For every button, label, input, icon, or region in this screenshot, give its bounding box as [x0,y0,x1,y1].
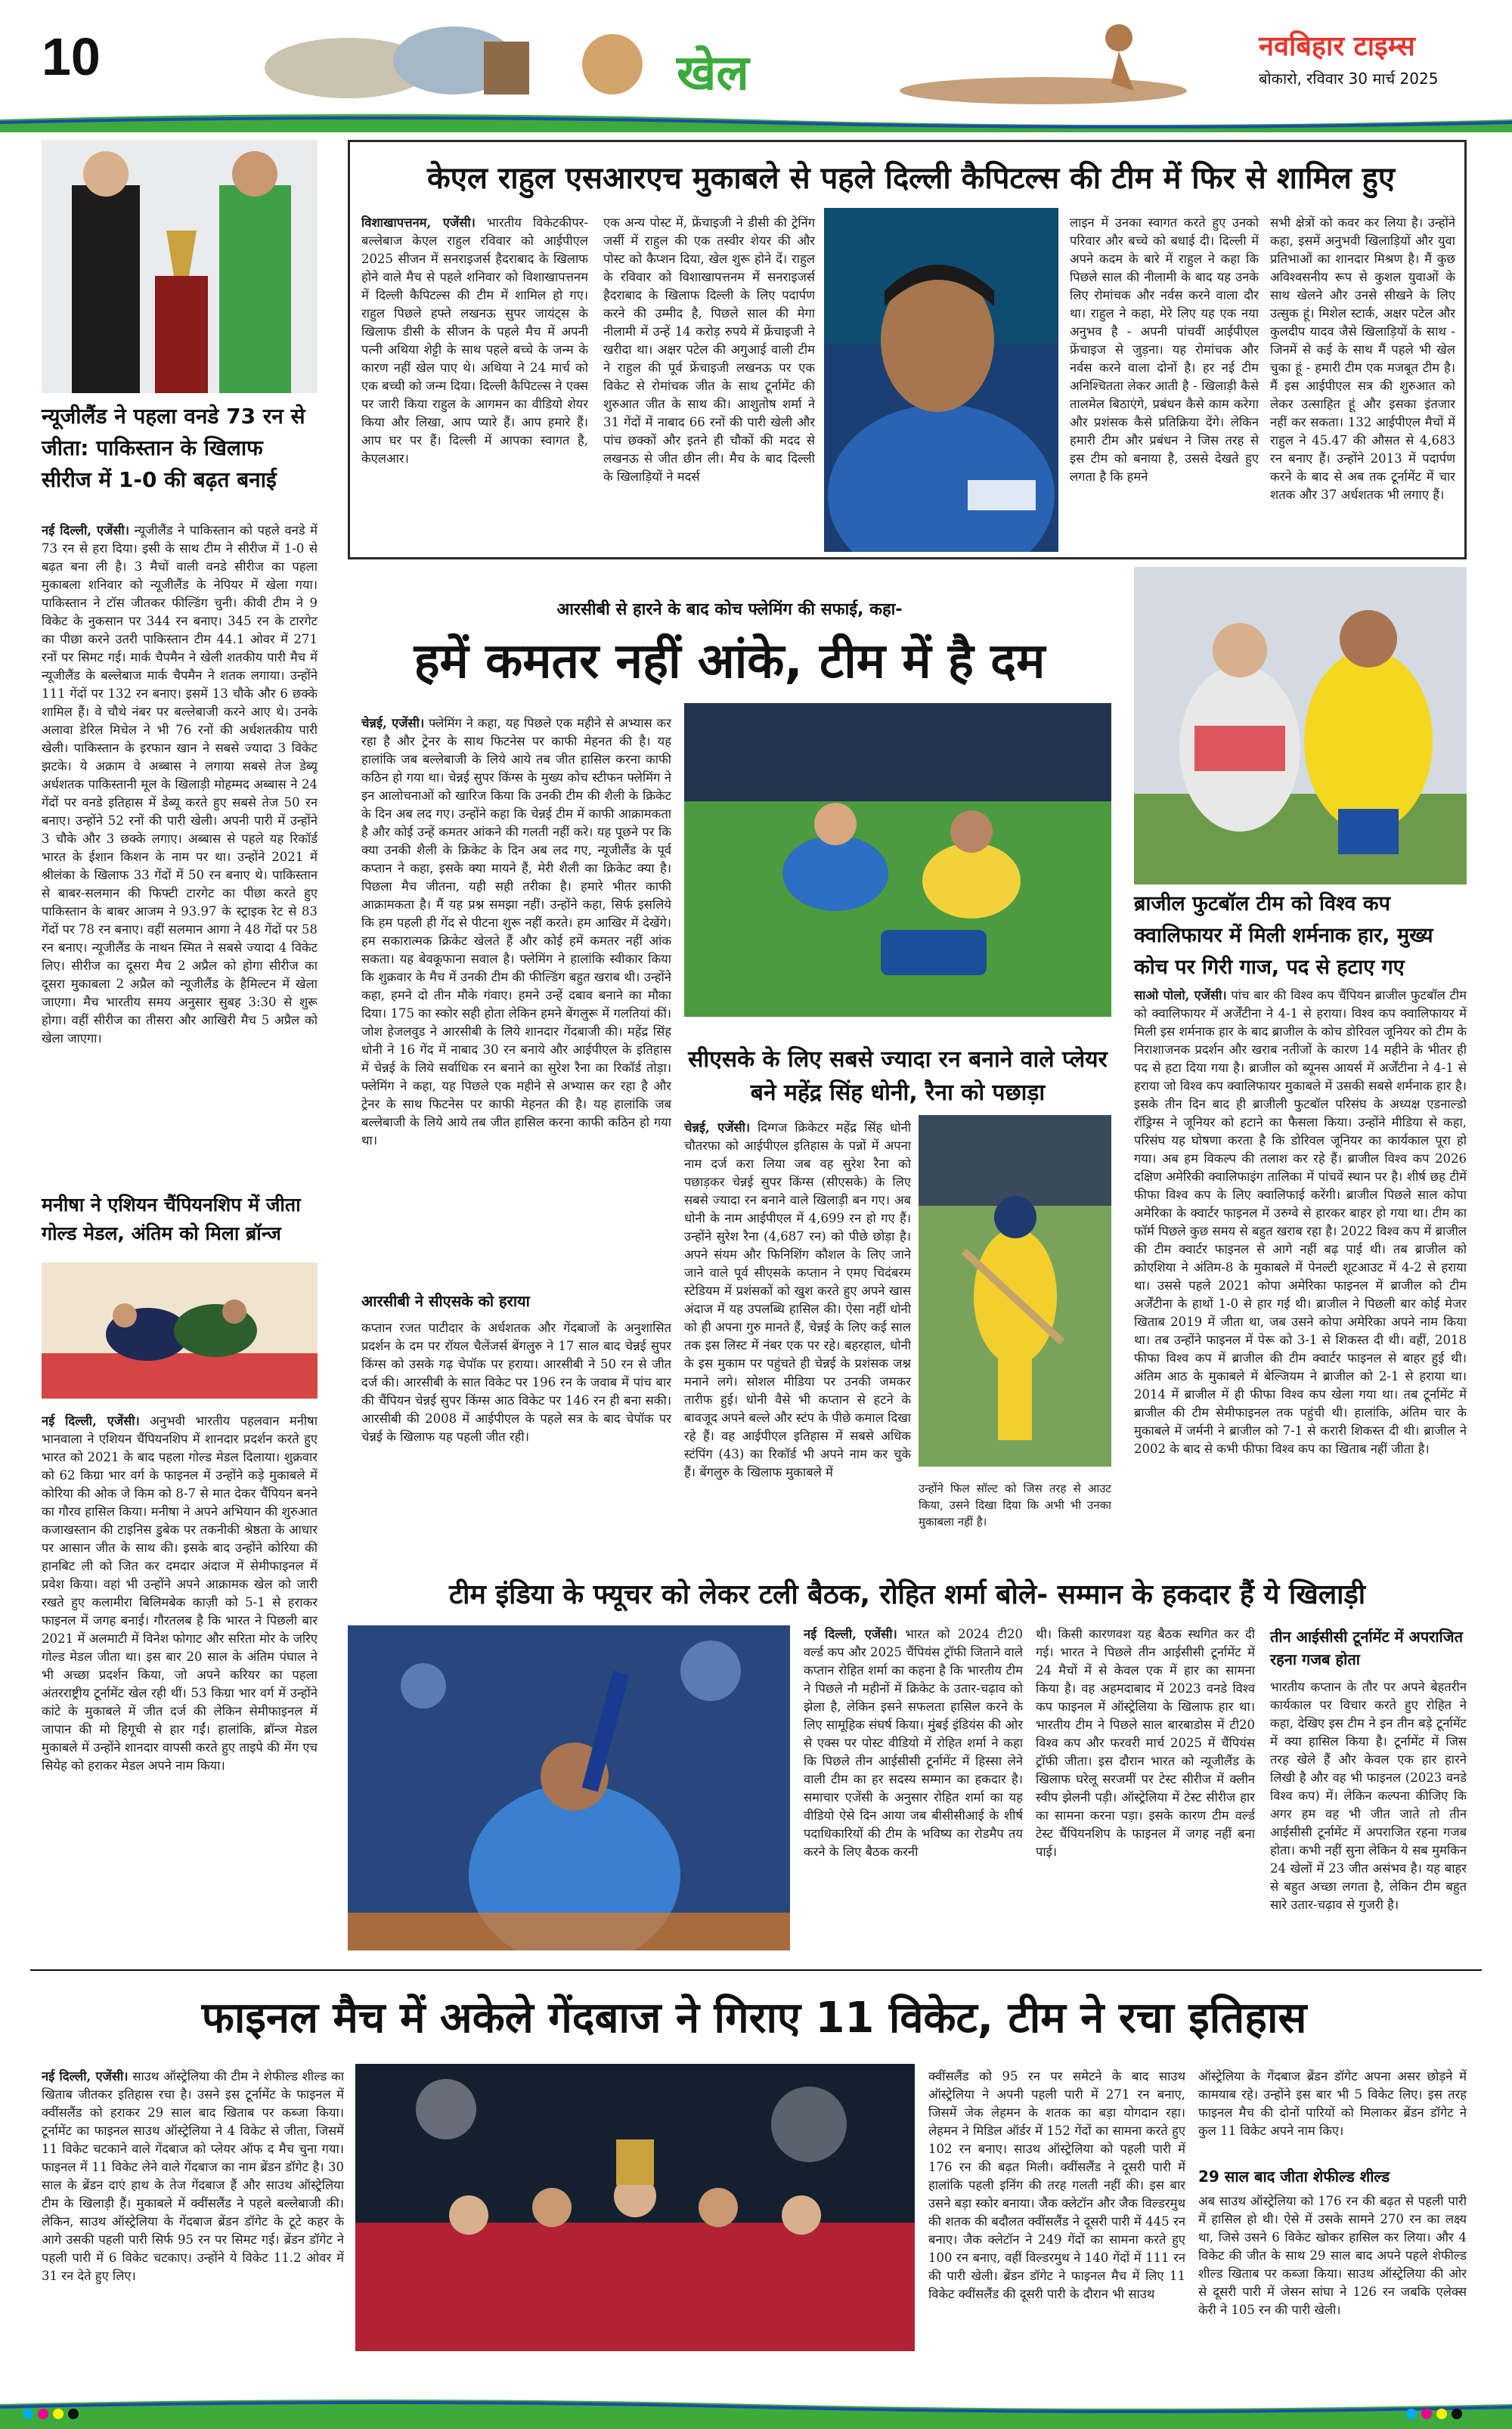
nz-body-text: न्यूजीलैंड ने पाकिस्तान को पहले वनडे में 73 रन से हरा दिया। इसी के साथ टीम ने सीरीज में 1-0 से बढ़त बना ली है। 3 मैचों वाली वनडे सीरीज का पहला मुकाबला शनिवार को न्यूजीलैंड के नेपियर में खेला गया। पाकिस्तान ने टॉस जीतकर फील्डिंग चुनी। कीवी टीम ने 9 विकेट के नुकसान पर 344 रन बनाए। 345 रन के टारगेट का पीछा करने उतरी पाकिस्तान टीम 44.1 ओवर में 271 रनों पर सिमट गई। मार्क चैपमैन ने खेली शतकीय पारी मैच में न्यूजीलैंड के बल्लेबाज मार्क चैपमैन ने शतक लगाया। उन्होंने 111 गेंदों पर 132 रन बनाए। इसमें 13 चौके और 6 छक्के शामिल हैं। वे चौथे नंबर पर बल्लेबाजी करने आए थे। उनके अलावा डेरिल मिचेल ने भी 76 रनों की अर्धशतकीय पारी खेली। पाकिस्तान के इरफान खान ने सबसे ज्यादा 3 विकेट झटके। ये अक्राम वे अब्बास ने लगाया सबसे तेज डेब्यू अर्धशतक पाकिस्तानी मूल के खिलाड़ी मोहम्मद अब्बास ने 24 गेंदों पर वनडे इतिहास में डेब्यू करते हुए सबसे तेज 50 रन बनाए। उन्होंने 52 रनों की पारी खेली। अपनी पारी में उन्होंने 3 चौके और 3 छक्के लगाए। अब्बास से पहले यह रिकॉर्ड भारत के ईशान किशन के नाम पर था। उन्होंने 2021 में श्रीलंका के खिलाफ 33 गेंदों में 50 रन बनाए थे। पाकिस्तान से बाबर-सलमान की फिफ्टी टारगेट का पीछा करते हुए पाकिस्तान के बाबर आजम ने 93.97 के स्ट्राइक रेट से 83 गेंदों पर 78 रन बनाए। वहीं सलमान आगा ने 48 गेंदों पर 58 रन बनाए। न्यूजीलैंड के नाथन स्मित ने सबसे ज्यादा 4 विकेट लिए। सीरीज का दूसरा मैच 2 अप्रैल को होगा सीरीज का दूसरा मुकाबला 2 अप्रैल को न्यूजीलैंड के हैमिल्टन में खेला जाएगा। मैच भारतीय समय अनुसार सुबह 3:30 से शुरू होगा। वहीं सीरीज का तीसरा और आखिरी मैच 5 अप्रैल को खेला जाएगा। [42,523,318,1046]
final-dateline: नई दिल्ली, एजेंसी। [42,2069,129,2084]
section-title: खेल [677,45,749,101]
brazil-body [1134,987,1467,1565]
final-subhead: 29 साल बाद जीता शेफील्ड शील्ड [1198,2167,1390,2186]
rohit-side-body: भारतीय कप्तान के तौर पर अपने बेहतरीन कार्यकाल पर विचार करते हुए रोहित ने कहा, देखिए इस टीम ने इन तीन बड़े टूर्नामेंट में क्या हासिल किया है। टूर्नामेंट में जिस तरह खेले हैं और केवल एक हार हारने लिखी है और वह भी फाइनल (2023 वनडे विश्व कप) में। लेकिन कल्पना कीजिए कि अगर हम वह भी जीत जाते तो तीन आईसीसी टूर्नामेंट में अपराजित रहना गजब होता। कभी नहीं सुना लेकिन ये सब मुमकिन 24 खेलों में 23 जीत असंभव है। यह बाहर से बहुत अच्छा लगता है, लेकिन टीम बहुत सारे उतार-चढ़ाव से गुजरी है। [1270,1680,1467,1912]
rohit-side-headline: तीन आईसीसी टूर्नामेंट में अपराजित रहना गजब होता [1270,1628,1463,1668]
fleming-subhead: आरसीबी ने सीएसके को हराया [361,1292,530,1310]
rohit-col1 [804,1625,1023,1950]
dhoni-dateline: चेन्नई, एजेंसी। [684,1120,751,1135]
final-col3b: अब साउथ ऑस्ट्रेलिया को 176 रन की बढ़त से पहली पारी में हासिल हो थी। ऐसे में उसके सामने 270 रन का लक्ष्य था, जिसे उसने 6 विकेट खोकर हासिल कर लिया। और 4 विकेट की जीत के साथ 29 साल बाद अपने पहले शेफील्ड शील्ड खिताब पर कब्जा किया। साउथ ऑस्ट्रेलिया की ओर से दूसरी पारी में जेसन सांघा ने 126 रन जबकि एलेक्स केरी ने 105 रन की पारी खेली। [1198,2194,1467,2317]
brazil-dateline: साओ पोलो, एजेंसी। [1134,988,1227,1002]
page-number: 10 [42,27,101,86]
final-col1-text: साउथ ऑस्ट्रेलिया की टीम ने शेफील्ड शील्ड का खिताब जीतकर इतिहास रचा है। उसने इस टूर्नामेंट के फाइनल में क्वींसलैंड को हराकर 29 साल बाद खिताब पर कब्जा किया। टूर्नामेंट का फाइनल साउथ ऑस्ट्रेलिया ने 4 विकेट से जीता, जिसमें 11 विकेट चटकाने वाले गेंदबाज को प्लेयर ऑफ द मैच चुना गया। फाइनल में 11 विकेट लेने वाले गेंदबाज का नाम ब्रेंडन डॉगेट है। 30 साल के ब्रेंडन दाएं हाथ के तेज गेंदबाज हैं और साउथ ऑस्ट्रेलिया टीम के खिलाड़ी हैं। मुकाबले में क्वींसलैंड ने पहले बल्लेबाजी की। लेकिन, साउथ ऑस्ट्रेलिया के गेंदबाज ब्रेंडन डॉगेट के टूटे कहर के आगे उसकी पहली पारी सिर्फ 95 रन पर सिमट गई। ब्रेंडन डॉगेट ने पहली पारी में 6 विकेट चटकाए। उन्होंने ये विकेट 11.2 ओवर में 31 रन देते हुए लिए। [42,2069,344,2283]
final-col3: ऑस्ट्रेलिया के गेंदबाज ब्रेंडन डॉगेट अपना असर छोड़ने में कामयाब रहे। उन्होंने इस बार भी 5 विकेट लिए। इस तरह फाइनल मैच की दोनों पारियों को मिलाकर ब्रेंडन डॉगेट ने कुल 11 विकेट अपने नाम किए। [1198,2069,1467,2138]
dhoni-body [684,1119,911,1565]
rohit-col1-text: भारत को 2024 टी20 वर्ल्ड कप और 2025 चैंपियंस ट्रॉफी जिताने वाले कप्तान रोहित शर्मा का कहना है कि भारतीय टीम ने पिछले नौ महीनों में क्रिकेट के उतार-चढ़ाव को झेला है, लेकिन इसने सफलता हासिल करने के लिए सामूहिक संघर्ष किया। मुंबई इंडियंस की ओर से एक्स पर पोस्ट वीडियो में रोहित शर्मा ने कहा कि पिछले तीन आईसीसी टूर्नामेंट में हिस्सा लेने वाली टीम का हर सदस्य सम्मान का हकदार है। समाचार एजेंसी के अनुसार रोहित शर्मा का यह वीडियो ऐसे दिन आया जब बीसीसीआई के शीर्ष पदाधिकारियों की टीम के भविष्य का रोडमैप तय करने के लिए बैठक करनी [804,1627,1023,1859]
issue-date: बोकारो, रविवार 30 मार्च 2025 [1259,70,1439,88]
nz-dateline: नई दिल्ली, एजेंसी। [42,523,130,538]
manisha-body [42,1412,318,1896]
masthead [0,0,1512,132]
newspaper-name: नवबिहार टाइम्स [1259,31,1415,62]
nz-pak-trophy-photo [42,140,318,393]
wrestling-photo [42,1263,318,1399]
rohit-dateline: नई दिल्ली, एजेंसी। [804,1627,897,1641]
south-australia-team-photo [355,2064,915,2351]
brazil-croatia-photo [1134,567,1467,885]
rahul-dateline: विशाखापत्तनम, एजेंसी। [361,215,476,230]
nz-headline: न्यूजीलैंड ने पहला वनडे 73 रन से जीता: पाकिस्तान के खिलाफ सीरीज में 1-0 की बढ़त बनाई [42,404,305,492]
dhoni-batting-photo [919,1115,1111,1467]
brazil-headline: ब्राजील फुटबॉल टीम को विश्व कप क्वालिफायर में मिली शर्मनाक हार, मुख्य कोच पर गिरी गाज, पद से हटाए गए [1134,892,1433,979]
fleming-body2: कप्तान रजत पाटीदार के अर्धशतक और गेंदबाजों के अनुशासित प्रदर्शन के दम पर रॉयल चैलेंजर्स बेंगलुरु ने 17 साल बाद चेन्नई सुपर किंग्स को उसके गढ़ चेपॉक पर हराया। आरसीबी ने 50 रन से जीत दर्ज की। आरसीबी के सात विकेट पर 196 रन के जवाब में पांच बार की चैंपियन चेन्नई सुपर किंग्स आठ विकेट पर 146 रन ही बना सकी। आरसीबी की 2008 में आईपीएल के पहले सत्र के बाद चेपॉक पर चेन्नई के खिलाफ यह पहली जीत रही। [361,1321,671,1444]
athlete-figure-illustration [892,8,1210,106]
rahul-headline: केएल राहुल एसआरएच मुकाबले से पहले दिल्ली कैपिटल्स की टीम में फिर से शामिल हुए [426,161,1395,196]
rahul-col1 [361,214,588,554]
fleming-dateline: चेन्नई, एजेंसी। [361,716,425,730]
nz-body [42,522,318,1164]
sports-collage-illustration [257,15,680,106]
manisha-headline: मनीषा ने एशियन चैंपियनशिप में जीता गोल्ड मेडल, अंतिम को मिला ब्रॉन्ज [42,1194,301,1244]
rohit-celebration-photo [348,1625,790,1950]
rohit-headline: टीम इंडिया के फ्यूचर को लेकर टली बैठक, रोहित शर्मा बोले- सम्मान के हकदार हैं ये खिलाड़ी [448,1579,1366,1610]
rahul-col1-text: भारतीय विकेटकीपर-बल्लेबाज केएल राहुल रविवार को आईपीएल 2025 सीजन में सनराइजर्स हैदराबाद के खिलाफ होने वाले मैच से पहले शनिवार को विशाखापत्तनम में दिल्ली कैपिटल्स की टीम में शामिल हो गए। राहुल पिछले हफ्ते लखनऊ सुपर जायंट्स के खिलाफ डीसी के सीजन के पहले मैच में अपनी पत्नी अथिया शेट्टी के साथ पहले बच्चे के जन्म के कारण नहीं खेल पाए थे। अथिया ने 24 मार्च को एक बच्ची को जन्म दिया। दिल्ली कैपिटल्स ने एक्स पर जारी किया राहुल के आगमन का वीडियो शेयर किया और लिखा, आप प्यारे हैं। आप हमारे हैं। आप घर पर हैं। दिल्ली में आपका स्वागत है, केएलआर। [361,215,588,466]
dhoni-headline: सीएसके के लिए सबसे ज्यादा रन बनाने वाले प्लेयर बने महेंद्र सिंह धोनी, रैना को पछाड़ा [688,1046,1108,1106]
rahul-col2: एक अन्य पोस्ट में, फ्रेंचाइजी ने डीसी की ट्रेनिंग जर्सी में राहुल की एक तस्वीर शेयर की और पोस्ट को कैप्शन दिया, खेल शुरू होने दें। राहुल के रविवार को विशाखापत्तनम में सनराइजर्स हैदराबाद के खिलाफ दिल्ली के लिए पदार्पण करने की उम्मीद है, पिछले साल की मेगा नीलामी में उन्हें 14 करोड़ रुपये में फ्रेंचाइजी ने खरीदा था। अक्षर पटेल की अगुआई वाली टीम ने राहुल की पूर्व फ्रेंचाइजी लखनऊ पर एक विकेट से रोमांचक जीत के साथ टूर्नामेंट की शुरुआत जीत के साथ की। आशुतोष शर्मा ने 31 गेंदों में नाबाद 66 रनों की पारी खेली और पांच छक्कों और इतने ही चौकों की मदद से लखनऊ से जीत छीन ली। मैच के बाद दिल्ली के खिलाड़ियों ने मदर्स [603,215,815,484]
manisha-dateline: नई दिल्ली, एजेंसी। [42,1414,140,1428]
dhoni-body-text: दिग्गज क्रिकेटर महेंद्र सिंह धोनी चौतरफा को आईपीएल इतिहास के पन्नों में अपना नाम दर्ज करा लिया जब वह सुरेश रैना को पछाड़कर चेन्नई सुपर किंग्स (सीएसके) के लिए सबसे ज्यादा रन बनाने वाले खिलाड़ी बन गए। अब धोनी के नाम आईपीएल में 4,699 रन हो गए हैं। उन्होंने सुरेश रैना (4,687 रन) को पीछे छोड़ा है। अपने संयम और फिनिशिंग कौशल के लिए जाने जाने वाले पूर्व सीएसके कप्तान ने एमए चिदंबरम स्टेडियम में प्रशंसकों को खुश करते हुए अपने खास अंदाज में यह उपलब्धि हासिल की। ऐसा नहीं धोनी को ही अपना गुरु मानते हैं, चेन्नई के लिए कई साल तक इस लिस्ट में नंबर एक पर रहे। बहरहाल, धोनी के इस मुकाम पर पहुंचते ही चेन्नई के प्रशंसक जश्न मनाने लगे। सोशल मीडिया पर उनकी जमकर तारीफ हुई। धोनी वैसे भी कप्तान से हटने के बावजूद अपने बल्ले और स्टंप के पीछे कमाल दिखा रहे हैं। वह आईपीएल इतिहास में सबसे अधिक स्टंपिंग (43) का रिकॉर्ड भी अपने नाम कर चुके हैं। बेंगलुरु के खिलाफ मुकाबले में [684,1120,911,1479]
fleming-kicker: आरसीबी से हारने के बाद कोच फ्लेमिंग की सफाई, कहा- [556,600,903,619]
rahul-col3: लाइन में उनका स्वागत करते हुए उनको परिवार और बच्चे को बधाई दी। दिल्ली में अपने कदम के बारे में राहुल ने कहा कि पिछले साल की नीलामी के बाद यह उनके लिए रोमांचक और नर्वस करने वाला दौर था। राहुल ने कहा, मेरे लिए यह एक नया अनुभव है - अपनी पांचवीं आईपीएल फ्रेंचाइज से जुड़ना। यह रोमांचक और नर्वस करने वाला दोनों है। हर नई टीम अनिश्चितता लेकर आती है - खिलाड़ी कैसे तालमेल बिठाएंगे, प्रबंधन कैसे काम करेगा और प्रशंसक कैसे प्रतिक्रिया देंगे। लेकिन हमारी टीम और प्रबंधन ने जिस तरह से इस टीम को बनाया है, उससे देखते हुए लगता है कि हमने [1070,215,1259,484]
bottom-divider [30,1969,1482,1971]
kl-rahul-photo [824,208,1058,552]
final-col1 [42,2068,344,2362]
final-col2: क्वींसलैंड को 95 रन पर समेटने के बाद साउथ ऑस्ट्रेलिया ने अपनी पहली पारी में 271 रन बनाए, जिसमें जेक लेहमन के शतक का बड़ा योगदान रहा। लेहमन ने मिडिल ऑर्डर में 152 गेंदों का सामना करते हुए 102 रन बनाए। साउथ ऑस्ट्रेलिया को पहली पारी में 176 रन की बढ़त मिली। क्वींसलैंड ने दूसरी पारी में हालांकि पहली इनिंग की तरह गलती नहीं की। इस बार उसने बड़ा स्कोर बनाया। जैक क्लेटॉन और जैक विल्डरमुथ की शतक की बदौलत क्वींसलैंड ने दूसरी पारी में 445 रन बनाए। जैक क्लेटॉन ने 249 गेंदों का सामना करते हुए 100 रन बनाए, वहीं विल्डरमुथ ने 140 गेंदों में 111 रन की पारी खेली। ब्रेंडन डॉगेट ने फाइनल मैच में लिए 11 विकेट क्वींसलैंड की दूसरी पारी के दौरान भी साउथ [928,2069,1185,2301]
dhoni-photo-caption: उन्होंने फिल सॉल्ट को जिस तरह से आउट किया, उसने दिखा दिया कि अभी भी उनका मुकाबला नहीं है। [919,1482,1111,1529]
rahul-col4: सभी क्षेत्रों को कवर कर लिया है। उन्होंने कहा, इसमें अनुभवी खिलाड़ियों और युवा प्रतिभाओं का शानदार मिश्रण है। मैं कुछ अविश्वसनीय रूप से कुशल युवाओं के साथ खेलने और उनसे सीखने के लिए उत्सुक हूं। मिशेल स्टार्क, अक्षर पटेल और कुलदीप यादव जैसे खिलाड़ियों के साथ - जिनमें से कई के साथ मैं पहले भी खेल चुका हूं - हमारी टीम एक मजबूत टीम है। मैं इस आईपीएल सत्र की शुरुआत को लेकर उत्साहित हूं और इसका इंतजार नहीं कर सकता। 132 आईपीएल मैचों में राहुल ने 45.47 की औसत से 4,683 रन बनाए हैं। उन्होंने 2013 में पदार्पण करने के बाद से अब तक टूर्नामेंट में चार शतक और 37 अर्धशतक भी लगाए हैं। [1270,215,1455,502]
masthead-wave-band [0,106,1512,132]
brazil-body-text: पांच बार की विश्व कप चैंपियन ब्राजील फुटबॉल टीम को क्वालिफायर में अर्जेंटीना ने 4-1 से हराया। विश्व कप क्वालिफायर में मिली इस शर्मनाक हार के बाद ब्राजील के कोच डोरिवल जूनियर को टीम के निराशाजनक प्रदर्शन और खराब नतीजों के कारण 14 महीने के भीतर ही पद से हटा दिया गया है। ब्राजील को ब्यूनस आयर्स में अर्जेंटीना ने 4-1 से हराया जो विश्व कप क्वालिफायर मुकाबले में उसकी सबसे शर्मनाक हार है। इसके तीन दिन बाद ही ब्राजीली फुटबॉल परिसंघ के अध्यक्ष एडनाल्डो रॉड्रिग्स ने जूनियर को हटाने का फैसला किया। उन्होंने मीडिया से कहा, परिसंघ यह घोषणा करता है कि डोरिवल जूनियर का कार्यकाल पूरा हो गया। अब हम विकल्प की तलाश कर रहे हैं। ब्राजील विश्व कप 2026 दक्षिण अमेरिकी क्वालिफाइंग तालिका में पांचवें स्थान पर है। शीर्ष छह टीमें फीफा विश्व कप के लिए क्वालिफाई करेंगी। ब्राजील पिछले साल कोपा अमेरिका के क्वार्टर फाइनल में उरुग्वे से हारकर बाहर हो गया था। टीम का फॉर्म पिछले कुछ समय से बहुत खराब रहा है। 2022 विश्व कप में ब्राजील की टीम क्वार्टर फाइनल से आगे नहीं बढ़ पाई थी। तब ब्राजील को क्रोएशिया ने अंतिम-8 के मुकाबले में पेनल्टी शूटआउट में 4-2 से हराया था। उससे पहले 2021 कोपा अमेरिका फाइनल में ब्राजील को टीम अर्जेंटीना के हाथों 1-0 से हार गई थी। ब्राजील ने पिछली बार कोई मेजर खिताब 2019 में जीता था, जब उसने कोपा अमेरिका अपने नाम किया था। तब उन्होंने फाइनल में पेरू को 3-1 से शिकस्त दी थी। वहीं, 2018 फीफा विश्व कप में ब्राजील की टीम क्वार्टर फाइनल से बाहर हुई थी। अंतिम आठ के मुकाबले में बेल्जियम ने ब्राजील को 2-1 से हराया था। 2014 में ब्राजील में ही फीफा विश्व कप खेला गया था। तब टूर्नामेंट में ब्राजील की टीम सेमीफाइनल तक पहुंची थी। हालांकि, अंतिम चार के मुकाबले में जर्मनी ने ब्राजील को 7-1 से करारी शिकस्त दी थी। ब्राजील ने 2002 के बाद से कभी फीफा विश्व कप का खिताब नहीं जीता है। [1134,988,1467,1456]
footer-band [0,2381,1512,2429]
fleming-body [361,714,671,1285]
registration-dots-right [1406,2408,1467,2422]
fleming-headline: हमें कमतर नहीं आंके, टीम में है दम [414,634,1046,689]
manisha-body-text: अनुभवी भारतीय पहलवान मनीषा भानवाला ने एशियन चैंपियनशिप में शानदार प्रदर्शन करते हुए भारत को 2021 के बाद पहला गोल्ड मेडल दिलाया। शुक्रवार को 62 किग्रा भार वर्ग के फाइनल में उन्होंने कड़े मुकाबले में कोरिया की ओक जे किम को 8-7 से मात देकर चैंपियन बनने का गौरव हासिल किया। मनीषा ने अपने अभियान की शुरुआत कजाखस्तान की टाइनिस डुबेक पर तकनीकी श्रेष्ठता के आधार पर आसान जीत के साथ की। इसके बाद उन्होंने कोरिया की हानबिट ली को जित कर दमदार अंदाज में सेमीफाइनल में प्रवेश किया। वहां भी उन्होंने अपने आक्रामक खेल को जारी रखते हुए कलामीरा बिलिमबेक काज़ी को 5-1 से हराकर फाइनल में जगह बनाई। गौरतलब है कि भारत ने पिछली बार 2021 में अलमाटी में विनेश फोगाट और सरिता मोर के जरिए गोल्ड मेडल जीता था। इस बार 20 साल के अंतिम पंघाल ने भी अच्छा प्रदर्शन किया, जो अपने करियर का पहला अंतरराष्ट्रीय टूर्नामेंट खेल रही थीं। 53 किग्रा भार वर्ग में उन्होंने कांटे के मुकाबले में जीत दर्ज की लेकिन सेमीफाइनल में जापान की मो हिगूची से हार गईं। हालांकि, ब्रॉन्ज मेडल मुकाबले में उन्होंने शानदार वापसी करते हुए ताइपे की मेंग एच सियेह को हराकर मेडल अपने नाम किया। [42,1414,318,1773]
final-headline: फाइनल मैच में अकेले गेंदबाज ने गिराए 11 विकेट, टीम ने रचा इतिहास [201,1994,1307,2043]
rohit-col2: थी। किसी कारणवश यह बैठक स्थगित कर दी गई। भारत ने पिछले तीन आईसीसी टूर्नामेंट में 24 मैचों में से केवल एक में हार का सामना किया है। वह अहमदाबाद में 2023 वनडे विश्व कप फाइनल में ऑस्ट्रेलिया के खिलाफ हार था। भारतीय टीम ने पिछले साल बारबाडोस में टी20 विश्व कप और फरवरी मार्च 2025 में चैंपियंस ट्रॉफी जीता। इस दौरान भारत को न्यूजीलैंड के खिलाफ घरेलू सरजमीं पर टेस्ट सीरीज में क्लीन स्वीप झेलनी पड़ी। ऑस्ट्रेलिया में टेस्ट सीरीज हार का सामना करना पड़ा। इसके कारण टीम वर्ल्ड टेस्ट चैंपियनशिप के फाइनल में जगह नहीं बना पाई। [1036,1627,1255,1859]
registration-dots-left [23,2408,83,2422]
fleming-body-text: फ्लेमिंग ने कहा, यह पिछले एक महीने से अभ्यास कर रहा है और ट्रेनर के साथ फिटनेस पर काफी मेहनत की है। यह हालांकि जब बल्लेबाजी के लिये आये तब जीत हासिल करना काफी कठिन हो गया था। चेन्नई सुपर किंग्स के मुख्य कोच स्टीफन फ्लेमिंग ने इन आलोचनाओं को खारिज किया कि उनकी टीम की शैली के क्रिकेट के दिन अब लद गए। उन्होंने कहा कि चेन्नई टीम में काफी आक्रामकता है और कोई उन्हें कमतर आंकने की गलती नहीं करे। यह पूछने पर कि क्या उनकी शैली के क्रिकेट के दिन अब लद गए, न्यूजीलैंड के पूर्व कप्तान ने कहा, इसके क्या मायने हैं, मेरी शैली का क्रिकेट क्या है। पिछला मैच जीतना, यही सही तरीका है। हमारे भीतर काफी आक्रामकता है। मैं यह प्रश्न समझा नहीं। उन्होंने कहा, सिर्फ इसलिये कि हम पहली ही गेंद से पीटना शुरू नहीं करते। हम आखिर में देखेंगे। हम सकारात्मक क्रिकेट खेलते हैं और कोई हमें कमतर नहीं आंक सकता। यह बेवकूफाना सवाल है। फ्लेमिंग ने हालांकि स्वीकार किया कि शुक्रवार के मैच में उनकी टीम की फील्डिंग बहुत खराब थी। उन्होंने कहा, हमने दो तीन मौके गंवाए। हमने उन्हें दबाव बनाने का मौका दिया। 175 का स्कोर सही होता लेकिन हमने बेंगलुरू में गलतियां कीं। जोश हेजलवुड ने आरसीबी के लिये शानदार गेंदबाजी की। महेंद्र सिंह धोनी ने 16 गेंद में नाबाद 30 रन बनाये और आईपीएल के इतिहास में चेन्नई के लिये सर्वाधिक रन बनाने का सुरेश रैना का रिकॉर्ड तोड़ा। फ्लेमिंग ने कहा, यह पिछले एक महीने से अभ्यास कर रहा है और ट्रेनर के साथ फिटनेस पर काफी मेहनत की है। यह हालांकि जब बल्लेबाजी के लिये आये तब जीत हासिल करना काफी कठिन हो गया था। [361,716,671,1148]
csk-training-photo [684,703,1111,1017]
